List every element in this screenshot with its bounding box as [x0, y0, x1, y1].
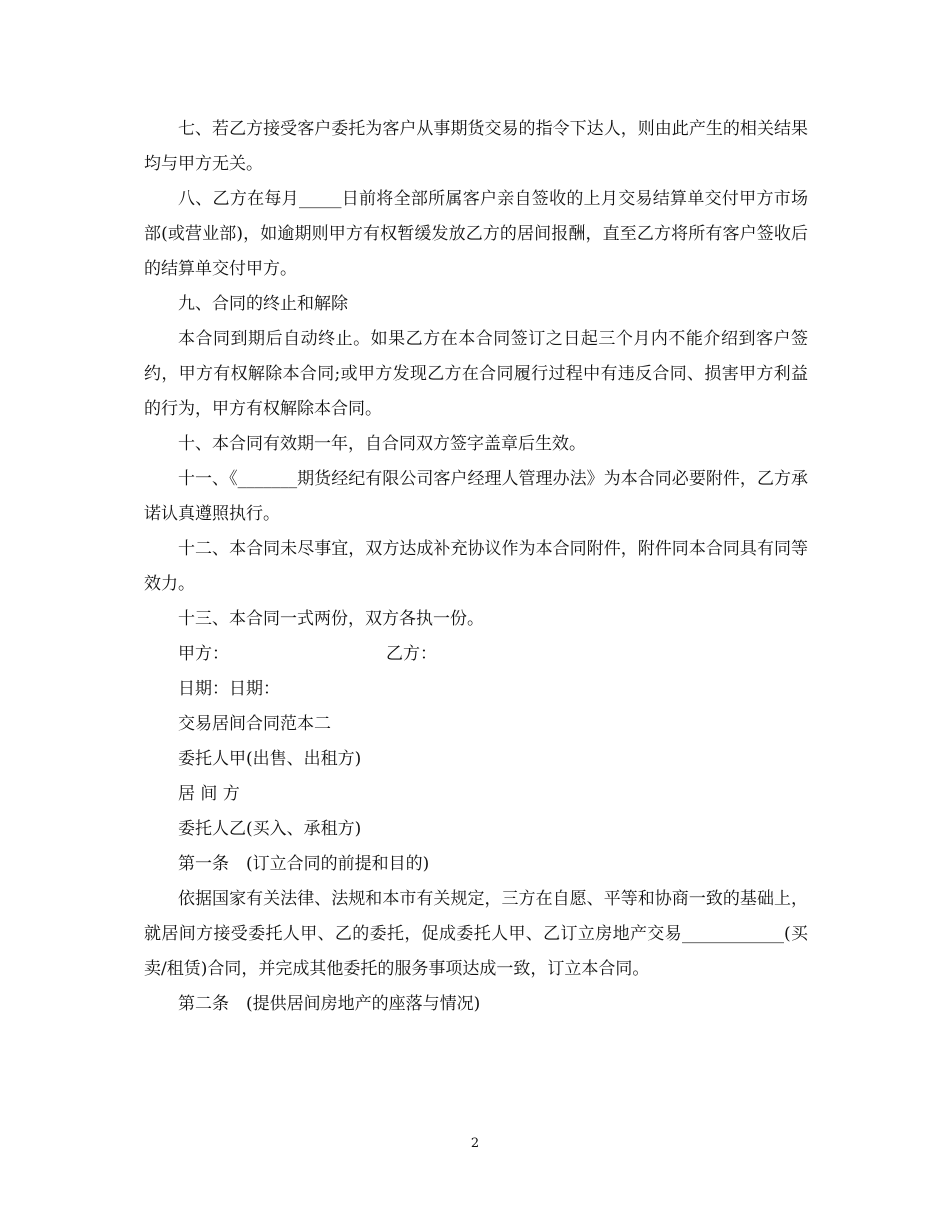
page-number: 2 [470, 1136, 480, 1151]
clause-10: 十、本合同有效期一年，自合同双方签字盖章后生效。 [178, 434, 586, 454]
party-b-label: 乙方： [386, 644, 437, 664]
document-body [144, 112, 808, 1022]
clause-8: 八、乙方在每月_____日前将全部所属客户亲自签收的上月交易结算单交付甲方市场部(或营业部)，如逾期则甲方有权暂缓发放乙方的居间报酬，直至乙方将所有客户签收后的结算单交付甲方。 [144, 189, 808, 279]
clause-9-heading: 九、合同的终止和解除 [178, 294, 348, 314]
template-two-title: 交易居间合同范本二 [178, 714, 331, 734]
principal-b-line: 委托人乙(买入、承租方) [178, 819, 362, 839]
article-two-heading: 第二条 (提供居间房地产的座落与情况) [178, 994, 481, 1014]
intermediary-line: 居 间 方 [178, 784, 240, 804]
clause-13: 十三、本合同一式两份，双方各执一份。 [178, 609, 484, 629]
article-one-heading: 第一条 (订立合同的前提和目的) [178, 854, 430, 874]
principal-a-line: 委托人甲(出售、出租方) [178, 749, 362, 769]
party-a-label: 甲方： [178, 644, 229, 664]
clause-7: 七、若乙方接受客户委托为客户从事期货交易的指令下达人，则由此产生的相关结果均与甲方无关。 [144, 119, 808, 174]
signature-row [144, 637, 808, 672]
signature-date-line: 日期：日期： [178, 679, 280, 699]
clause-12: 十二、本合同未尽事宜，双方达成补充协议作为本合同附件，附件同本合同具有同等效力。 [144, 539, 808, 594]
article-one-body: 依据国家有关法律、法规和本市有关规定，三方在自愿、平等和协商一致的基础上，就居间方接受委托人甲、乙的委托，促成委托人甲、乙订立房地产交易____________(买卖/租赁)合同，并完成其他委托的服务事项达成一致，订立本合同。 [144, 889, 808, 979]
clause-11: 十一、《_______期货经纪有限公司客户经理人管理办法》为本合同必要附件，乙方承诺认真遵照执行。 [144, 469, 808, 524]
clause-9-body: 本合同到期后自动终止。如果乙方在本合同签订之日起三个月内不能介绍到客户签约，甲方有权解除本合同;或甲方发现乙方在合同履行过程中有违反合同、损害甲方利益的行为，甲方有权解除本合同。 [144, 329, 808, 419]
